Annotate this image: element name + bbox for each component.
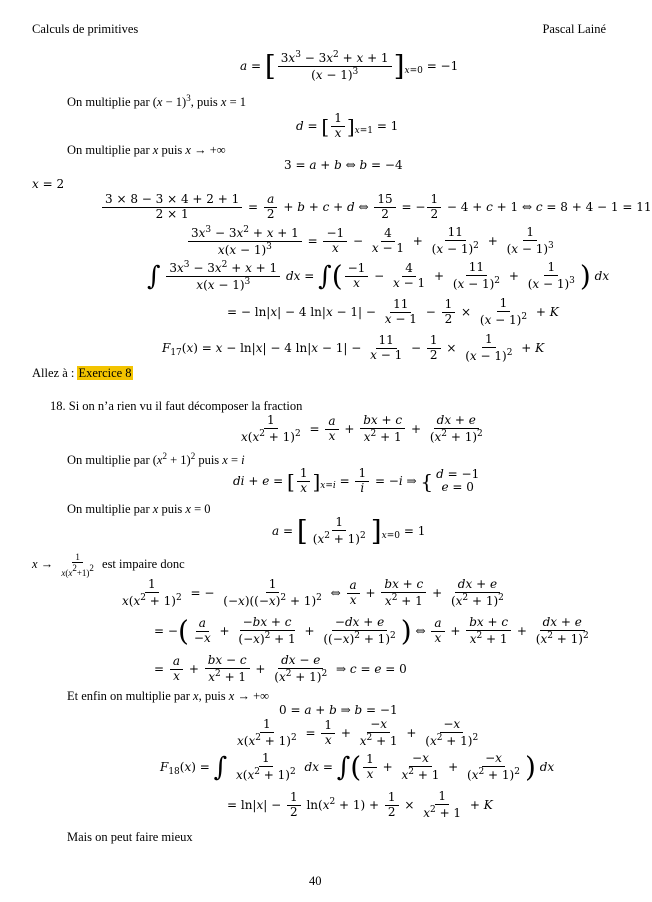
equation-result-17: = − ln|x| − 4 ln|x − 1| − $\frac{11}{x - 1}$ − $\frac{1}{2}$ × $\frac{1}{(x - 1)^2}$ + K [227, 296, 559, 327]
equation-b-18: 0 = a + b ⇒ b = −1 [279, 703, 398, 717]
goto-prefix: Allez à : [32, 366, 78, 380]
text-multiply-2: On multiplie par x puis x → +∞ [67, 143, 226, 157]
equation-c: $\frac{3 \times 8 - 3 \times 4 + 2 + 1}{2 \times 1}$ = $\frac{a}{2}$ + b + c + d ⇔ $\frac{15}{2}$ = − $\frac{1}{2}$ − 4 + c + 1 ⇔ c = 8 + 4 − 1 = 11 [100, 193, 652, 222]
text-multiply-1: On multiplie par $(x - 1)^3$, puis x = 1 [67, 93, 247, 109]
equation-decomp-18b: $\frac{1}{x(x^2 + 1)^2}$ = $\frac{1}{x}$ + $\frac{-x}{x^2 + 1}$ + $\frac{-x}{(x^2 + 1)^2}$ [237, 717, 479, 748]
text-multiply-5: Et enfin on multiplie par x, puis x → +∞ [67, 689, 270, 703]
item-18-intro: 18. Si on n’a rien vu il faut décomposer la fraction [50, 399, 303, 413]
equation-a-18: a = [ $\frac{1}{(x^2 + 1)^2}$ ]$_{x=0} = 1$ [272, 514, 426, 548]
equation-decomp-17: $\frac{3x^3 - 3x^2 + x + 1}{x(x - 1)^3}$ = $\frac{-1}{x}$ − $\frac{4}{x - 1}$ + $\frac{11}{(x - 1)^2}$ + $\frac{1}{(x - 1)^3}$ [186, 225, 559, 258]
text-multiply-4: On multiplie par x puis x = 0 [67, 502, 211, 516]
equation-a: a = [ $\frac{3x^3 - 3x^2 + x + 1}{(x - 1)^3}$ ]$_{x=0} = -1$ [240, 49, 459, 83]
equation-b: 3 = a + b ⇔ b = −4 [284, 158, 403, 172]
equation-odd-2: = −( $\frac{a}{-x}$ + $\frac{-bx + c}{(-x)^2 + 1}$ + $\frac{-dx + e}{((-x)^2 + 1)^2}$ ) ⇔ $\frac{a}{x}$ + $\frac{bx + c}{x^2 + 1}$ + $\frac{dx + e}{(x^2 + 1)^2}$ [154, 614, 589, 648]
equation-di-e: di + e = [ $\frac{1}{x}$ ]$_{x=i}$ = $\frac{1}{i}$ = −i ⇒ { d = −1 e = 0 [233, 466, 480, 495]
equation-d: d = [ $\frac{1}{x}$ ]$_{x=1} = 1$ [296, 111, 399, 140]
equation-odd-3: = $\frac{a}{x}$ + $\frac{bx - c}{x^2 + 1}$ + $\frac{dx - e}{(x^2 + 1)^2}$ ⇒ c = e = 0 [154, 653, 407, 684]
text-multiply-3: On multiplie par $(x^2 + 1)^2$ puis x = i [67, 451, 245, 467]
header-right: Pascal Lainé [542, 22, 606, 36]
page-number: 40 [309, 874, 322, 888]
goto-line [32, 366, 133, 381]
equation-odd-1: $\frac{1}{x(x^2 + 1)^2}$ = − $\frac{1}{(-x)((-x)^2 + 1)^2}$ ⇔ $\frac{a}{x}$ + $\frac{bx + c}{x^2 + 1}$ + $\frac{dx + e}{(x^2 + 1)^2}$ [122, 577, 504, 608]
equation-F17: $F_{17}(x) = x - \ln|x| - 4$ ln|x − 1| − $\frac{11}{x - 1}$ − $\frac{1}{2}$ × $\frac{1}{(x - 1)^2}$ + K [162, 332, 545, 363]
equation-F18: $F_{18}(x)$ = ∫ $\frac{1}{x(x^2 + 1)^2}$ dx = ∫( $\frac{1}{x}$ + $\frac{-x}{x^2 + 1}$ + $\frac{-x}{(x^2 + 1)^2}$ ) dx [160, 750, 555, 784]
equation-decomp-18: $\frac{1}{x(x^2 + 1)^2}$ = $\frac{a}{x}$ + $\frac{bx + c}{x^2 + 1}$ + $\frac{dx + e}{(x^2 + 1)^2}$ [241, 413, 483, 444]
text-x-equals-2: x = 2 [32, 177, 65, 191]
header-left: Calculs de primitives [32, 22, 139, 36]
equation-integral-17: ∫ $\frac{3x^3 - 3x^2 + x + 1}{x(x - 1)^3}$ dx = ∫( $\frac{-1}{x}$ − $\frac{4}{x - 1}$ + $\frac{11}{(x - 1)^2}$ + $\frac{1}{(x - 1)^3}$ ) dx [147, 259, 610, 293]
text-odd-function: x → $\frac{1}{x(x2+1)2}$ est impaire donc [32, 552, 185, 579]
text-can-do-better: Mais on peut faire mieux [67, 830, 193, 844]
link-exercice-8[interactable]: Exercice 8 [78, 366, 132, 380]
equation-result-18: = ln|x| − $\frac{1}{2}$ $\ln(x^2 + 1)$ + $\frac{1}{2}$ × $\frac{1}{x^2 + 1}$ + K [227, 789, 493, 820]
